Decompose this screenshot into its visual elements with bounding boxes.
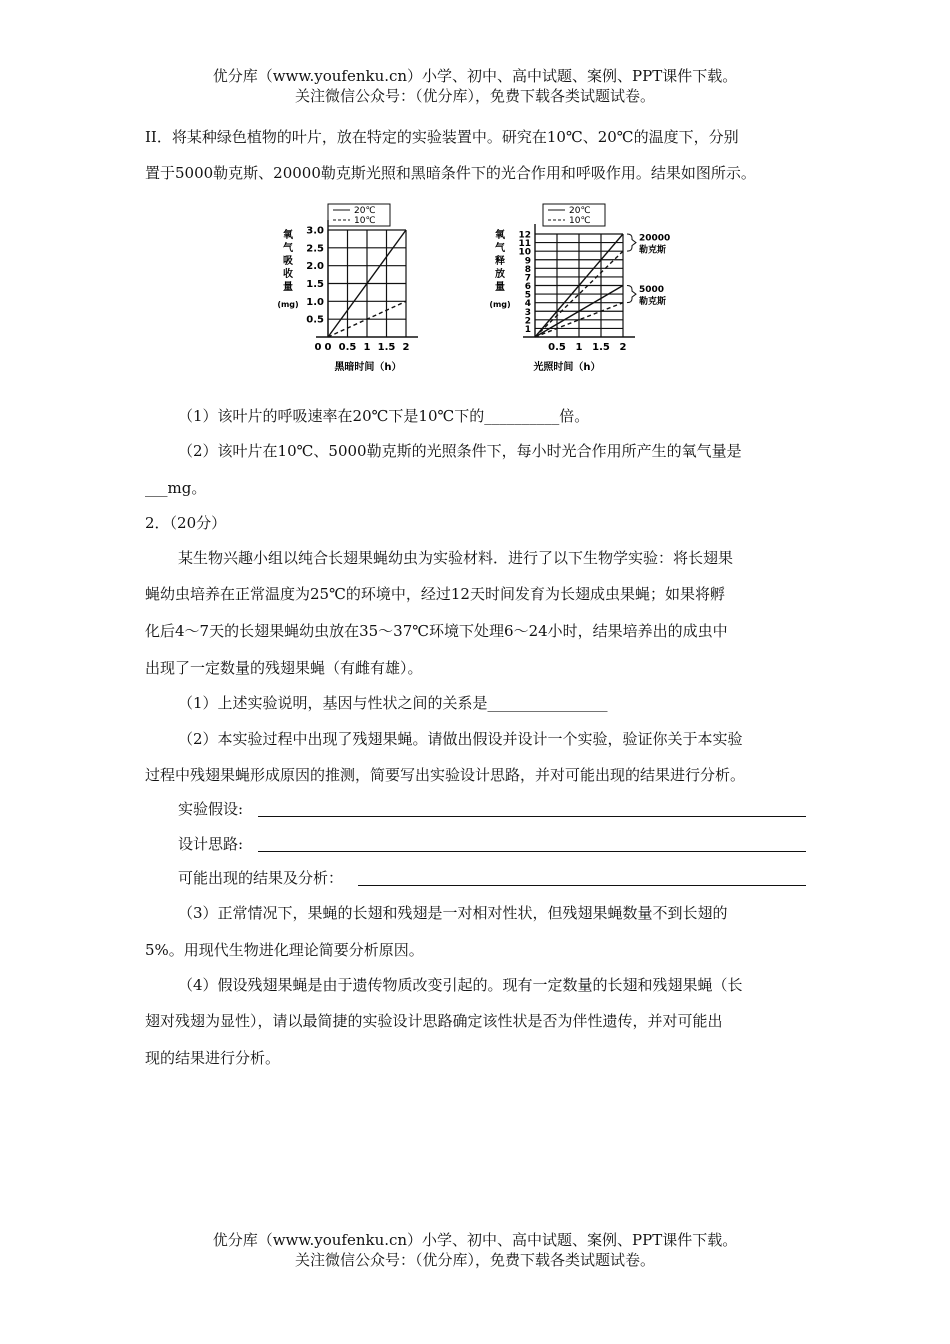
y-axis-label-char: 量 (495, 282, 505, 293)
y-axis-label-char: 氧 (283, 230, 293, 241)
y-tick-label: 1.5 (306, 279, 324, 290)
hypothesis-label: 实验假设: (178, 800, 244, 818)
section-intro-line-2: 置于5000勒克斯、20000勒克斯光照和黑暗条件下的光合作用和呼吸作用。结果如图所示。 (145, 164, 756, 182)
y-axis-unit: (mg) (489, 300, 511, 309)
y-tick-label: 11 (518, 239, 531, 250)
legend-label: 10℃ (569, 216, 591, 226)
y-axis-label-char: 氧 (495, 230, 505, 241)
x-tick-label: 1.5 (377, 342, 396, 353)
annotation-value: 20000 (639, 233, 671, 244)
paragraph-line-1: 某生物兴趣小组以纯合长翅果蝇幼虫为实验材料．进行了以下生物学实验：将长翅果 (178, 549, 734, 567)
x-tick-label: 0.5 (548, 342, 566, 353)
question-1: （1）该叶片的呼吸速率在20℃下是10℃下的__________倍。 (178, 407, 590, 425)
y-tick-label: 1.0 (306, 296, 324, 308)
y-tick-label: 5 (524, 290, 531, 301)
chart-legend (543, 204, 605, 226)
paragraph-line-4: 出现了一定数量的残翅果蝇（有雌有雄）。 (145, 659, 423, 677)
question-2-line-2: ___mg。 (145, 479, 207, 497)
oxygen-release-chart (485, 198, 700, 378)
y-tick-label: 2.0 (306, 261, 324, 273)
design-answer-line[interactable] (258, 851, 806, 852)
y-axis-label-char: 量 (283, 282, 293, 293)
y-tick-label: 2 (524, 316, 531, 327)
y-tick-label: 2.5 (306, 243, 324, 255)
sub-question-4-line-2: 翅对残翅为显性），请以最简捷的实验设计思路确定该性状是否为伴性遗传，并对可能出 (145, 1012, 723, 1030)
y-axis-label-char: 气 (283, 243, 293, 254)
x-tick-label: 1 (363, 342, 371, 353)
y-tick-label: 3.0 (306, 225, 324, 237)
paragraph-line-3: 化后4～7天的长翅果蝇幼虫放在35～37℃环境下处理6～24小时，结果培养出的成虫中 (145, 622, 728, 640)
oxygen-absorption-chart (270, 198, 455, 378)
legend-label: 20℃ (569, 206, 591, 216)
y-axis-label-char: 收 (283, 269, 293, 280)
legend-label: 10℃ (354, 216, 376, 226)
sub-question-2-line-2: 过程中残翅果蝇形成原因的推测，简要写出实验设计思路，并对可能出现的结果进行分析。 (145, 766, 746, 784)
design-label: 设计思路: (178, 835, 244, 853)
y-tick-label: 6 (524, 282, 531, 292)
sub-question-3-line-1: （3）正常情况下，果蝇的长翅和残翅是一对相对性状，但残翅果蝇数量不到长翅的 (178, 904, 728, 922)
question-number: 2．（20分） (145, 514, 227, 532)
annotation-value: 5000 (639, 285, 665, 296)
y-tick-label: 4 (524, 299, 531, 310)
result-label: 可能出现的结果及分析： (178, 869, 344, 887)
x-tick-label: 1 (575, 342, 583, 353)
x-tick-label: 2 (402, 342, 410, 353)
y-axis-label-char: 吸 (283, 256, 293, 267)
section-intro-line-1: II．将某种绿色植物的叶片，放在特定的实验装置中。研究在10℃、20℃的温度下，分别 (145, 128, 739, 146)
y-tick-label: 3 (524, 307, 531, 318)
x-axis-label: 黑暗时间（h） (334, 362, 402, 373)
hypothesis-answer-line[interactable] (258, 816, 806, 817)
question-2-line-1: （2）该叶片在10℃、5000勒克斯的光照条件下，每小时光合作用所产生的氧气量是 (178, 442, 742, 460)
sub-question-2-line-1: （2）本实验过程中出现了残翅果蝇。请做出假设并设计一个实验，验证你关于本实验 (178, 730, 743, 748)
x-axis-label: 光照时间（h） (533, 362, 601, 373)
y-tick-label: 10 (518, 247, 531, 258)
y-axis-unit: (mg) (277, 300, 299, 309)
y-tick-label: 0.5 (306, 314, 324, 326)
y-axis-label-char: 气 (495, 243, 505, 254)
sub-question-4-line-1: （4）假设残翅果蝇是由于遗传物质改变引起的。现有一定数量的长翅和残翅果蝇（长 (178, 976, 743, 994)
sub-question-3-line-2: 5%。用现代生物进化理论简要分析原因。 (145, 941, 424, 959)
y-tick-label: 9 (524, 256, 531, 267)
x-tick-label: 1.5 (592, 342, 610, 353)
y-tick-label: 7 (524, 273, 531, 284)
annotation-brace (627, 234, 636, 251)
y-axis-label-char: 释 (495, 256, 505, 267)
y-tick-label: 8 (524, 264, 531, 275)
annotation-brace (627, 286, 636, 303)
origin-label: 0 (314, 342, 322, 353)
legend-label: 20℃ (354, 206, 376, 216)
y-tick-label: 1 (524, 324, 531, 335)
x-tick-label: 0.5 (338, 342, 357, 353)
y-tick-label: 12 (518, 230, 531, 241)
header-line-2: 关注微信公众号：（优分库），免费下载各类试题试卷。 (294, 87, 655, 105)
y-axis-label-char: 放 (495, 269, 505, 280)
x-tick-label: 0 (324, 342, 332, 353)
footer-line-1: 优分库（www.youfenku.cn）小学、初中、高中试题、案例、PPT课件下载。 (212, 1231, 738, 1249)
x-tick-label: 2 (619, 342, 627, 353)
result-answer-line[interactable] (358, 885, 806, 886)
footer-line-2: 关注微信公众号：（优分库），免费下载各类试题试卷。 (294, 1251, 655, 1269)
header-line-1: 优分库（www.youfenku.cn）小学、初中、高中试题、案例、PPT课件下载。 (212, 67, 738, 85)
sub-question-4-line-3: 现的结果进行分析。 (145, 1049, 281, 1067)
annotation-unit: 勒克斯 (639, 245, 667, 256)
paragraph-line-2: 蝇幼虫培养在正常温度为25℃的环境中，经过12天时间发育为长翅成虫果蝇；如果将孵 (145, 585, 725, 603)
sub-question-1: （1）上述实验说明，基因与性状之间的关系是________________ (178, 694, 608, 712)
chart-legend (328, 204, 390, 226)
annotation-unit: 勒克斯 (639, 297, 667, 308)
